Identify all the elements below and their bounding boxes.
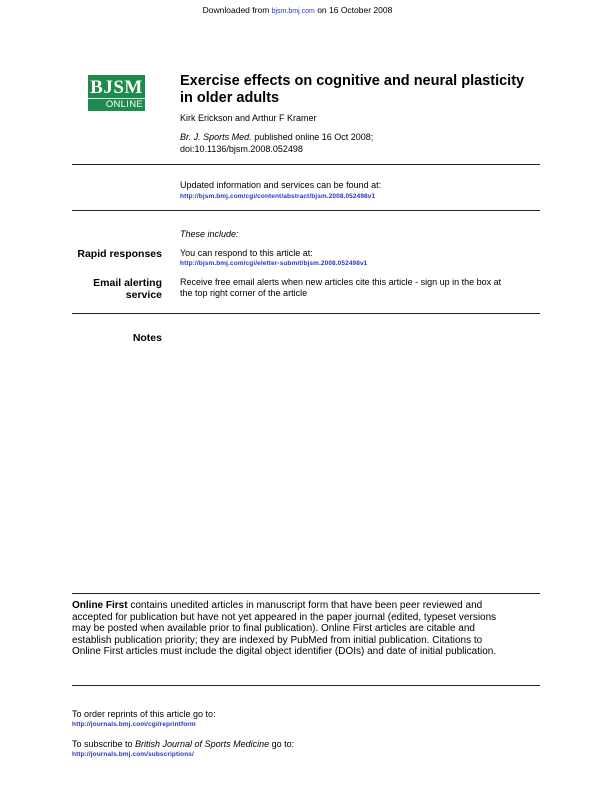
article-title-line1: Exercise effects on cognitive and neural plasticity xyxy=(180,73,525,89)
download-notice-suffix: on 16 October 2008 xyxy=(314,5,393,15)
download-notice xyxy=(0,5,595,15)
rapid-responses-link[interactable]: http://bjsm.bmj.com/cgi/eletter-submit/bjsm.2008.052498v1 xyxy=(180,260,368,267)
subscribe-journal: British Journal of Sports Medicine xyxy=(135,739,270,749)
email-alerting-text-line2: the top right corner of the article xyxy=(180,287,308,298)
email-alerting-text-line1: Receive free email alerts when new articles cite this article - sign up in the box at xyxy=(180,277,502,287)
email-alerting-label-line1: Email alerting xyxy=(93,277,162,289)
subscribe-text xyxy=(72,739,294,749)
email-alerting-text xyxy=(180,277,501,298)
article-citation xyxy=(180,132,373,155)
divider-5 xyxy=(72,685,540,686)
subscribe-prefix: To subscribe to xyxy=(72,739,136,749)
logo-bottom-text: ONLINE xyxy=(105,99,143,110)
citation-doi: doi:10.1136/bjsm.2008.052498 xyxy=(180,143,303,154)
online-first-paragraph xyxy=(72,600,542,658)
these-include-label: These include: xyxy=(180,229,239,239)
online-first-heading: Online First xyxy=(72,600,128,611)
rapid-responses-text: You can respond to this article at: xyxy=(180,248,313,258)
online-first-line2: accepted for publication but have not yet appeared in the paper journal (edited, typeset versions xyxy=(72,611,497,623)
divider-4 xyxy=(72,593,540,594)
online-first-line1-text: contains unedited articles in manuscript form that have been peer reviewed and xyxy=(127,600,483,611)
notes-label: Notes xyxy=(132,332,162,344)
logo-top-text: BJSM xyxy=(90,77,143,98)
divider-1 xyxy=(72,164,540,165)
reprints-text: To order reprints of this article go to: xyxy=(72,709,216,719)
bjsm-online-logo xyxy=(88,75,145,111)
email-alerting-label-line2: service xyxy=(125,289,162,301)
online-first-line3: may be posted when available prior to final publication). Online First articles are citable and xyxy=(72,623,475,634)
citation-line xyxy=(180,132,373,144)
citation-journal: Br. J. Sports Med. xyxy=(180,132,252,142)
download-notice-prefix: Downloaded from xyxy=(202,5,272,15)
updated-info-text: Updated information and services can be found at: xyxy=(180,180,382,190)
subscribe-suffix: go to: xyxy=(269,739,295,749)
online-first-line4: establish publication priority; they are indexed by PubMed from initial publication. Citations to xyxy=(72,634,483,646)
article-title xyxy=(180,73,524,106)
online-first-line1 xyxy=(72,600,542,612)
citation-date: published online 16 Oct 2008; xyxy=(251,132,374,142)
divider-2 xyxy=(72,210,540,211)
email-alerting-label xyxy=(93,277,162,301)
reprints-link[interactable]: http://journals.bmj.com/cgi/reprintform xyxy=(72,721,196,728)
updated-info-link[interactable]: http://bjsm.bmj.com/cgi/content/abstract/bjsm.2008.052498v1 xyxy=(180,193,376,200)
subscribe-link[interactable]: http://journals.bmj.com/subscriptions/ xyxy=(72,751,194,758)
article-authors: Kirk Erickson and Arthur F Kramer xyxy=(180,113,317,123)
article-title-line2: in older adults xyxy=(180,89,280,106)
online-first-line5: Online First articles must include the digital object identifier (DOIs) and date of initial publication. xyxy=(72,646,497,657)
divider-3 xyxy=(72,313,540,314)
rapid-responses-label: Rapid responses xyxy=(77,248,162,260)
download-source-link[interactable]: bjsm.bmj.com xyxy=(271,8,315,15)
